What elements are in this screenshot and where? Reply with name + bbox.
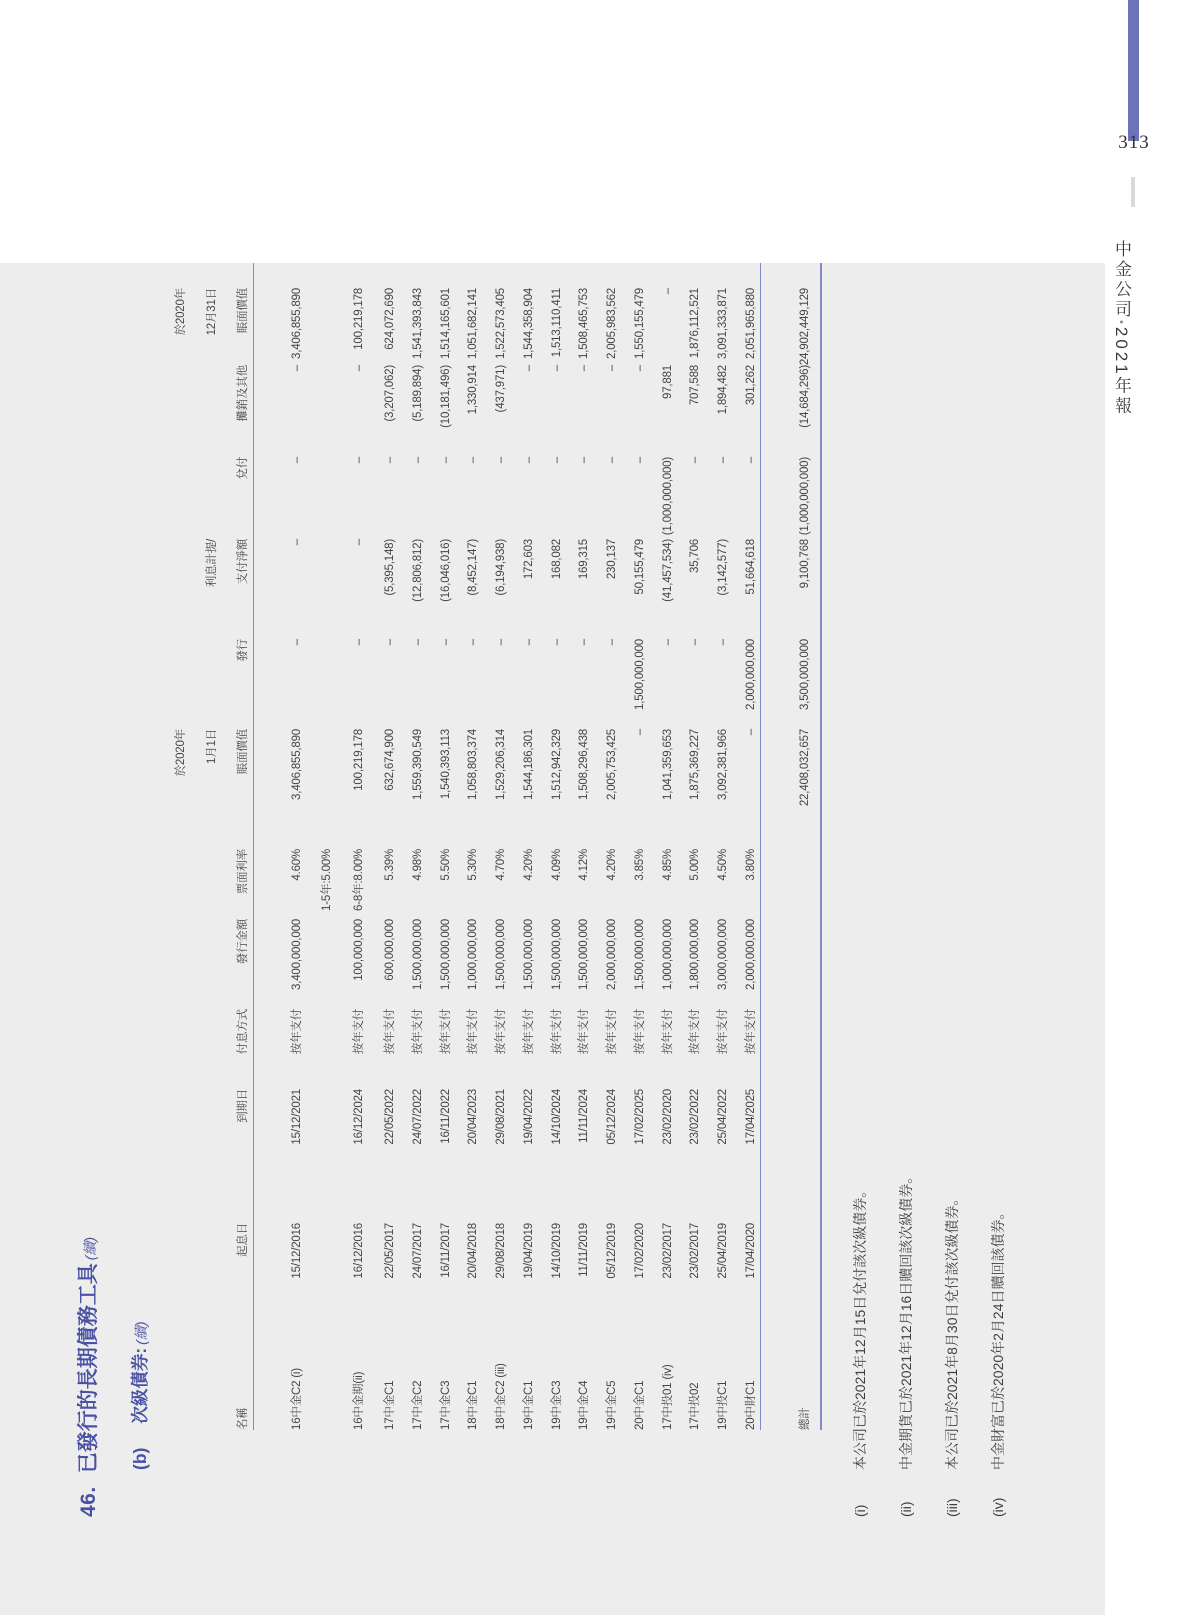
cell-payment_method: 按年支付 (717, 1009, 729, 1055)
cell-opening_value: 1,544,186,301 (523, 729, 535, 800)
cell-issued: – (467, 639, 479, 646)
cell-issue_amount: 100,000,000 (353, 919, 365, 981)
cell-amortization: – (523, 365, 535, 372)
cell-interest: (3,142,577) (717, 539, 729, 596)
cell-start_date: 16/11/2017 (440, 1223, 452, 1278)
row-name: 20中金C1 (634, 1380, 646, 1430)
footnote-label: (iii) (944, 1498, 960, 1517)
cell-redemption: – (384, 457, 396, 464)
cell-closing_value: 3,406,855,890 (291, 288, 303, 359)
cell-payment_method: 按年支付 (495, 1009, 507, 1055)
cell-start_date: 19/04/2019 (523, 1223, 535, 1279)
row-name: 20中財C1 (745, 1380, 757, 1430)
cell-opening_value: 1,875,369,227 (689, 729, 701, 800)
cell-interest: (6,194,938) (495, 539, 507, 596)
cell-maturity_date: 23/02/2020 (662, 1089, 674, 1145)
cell-amortization: – (606, 365, 618, 372)
row-name: 16中金C2 (i) (291, 1368, 303, 1430)
cell-opening_value: 1,529,206,314 (495, 729, 507, 800)
cell-redemption: – (745, 457, 757, 464)
accent-bar (1128, 0, 1139, 141)
cell-amortization: – (634, 365, 646, 372)
footnote-text: 中金財富已於2020年2月24日贖回該債券。 (990, 1205, 1006, 1470)
cell-opening_value: 1,540,393,113 (440, 729, 452, 800)
row-name: 17中金C1 (384, 1380, 396, 1430)
cell-issue_amount: 1,500,000,000 (440, 919, 452, 990)
cell-interest: (8,452,147) (467, 539, 479, 596)
cell-payment_method: 按年支付 (606, 1009, 618, 1055)
cell-issued: – (495, 639, 507, 646)
cell-opening_value: 1,041,359,653 (662, 729, 674, 800)
cell-payment_method: 按年支付 (578, 1009, 590, 1055)
cell-interest: 51,664,618 (745, 539, 757, 595)
cell-coupon_rate: 3.80% (745, 849, 757, 881)
cell-redemption: – (291, 457, 303, 464)
cell-closing_value: – (662, 288, 674, 295)
cell-coupon_rate: 4.98% (412, 849, 424, 881)
cell-issue_amount: 1,000,000,000 (467, 919, 479, 990)
column-header-closing_value: 賬面價值 (237, 288, 249, 334)
cell-issued: – (353, 639, 365, 646)
total-closing_value: 24,902,449,129 (799, 288, 811, 366)
cell-redemption: (1,000,000,000) (662, 457, 674, 536)
cell-closing_value: 1,541,393,843 (412, 288, 424, 359)
cell-maturity_date: 24/07/2022 (412, 1089, 424, 1145)
cell-payment_method: 按年支付 (467, 1009, 479, 1055)
cell-amortization: 97,881 (662, 365, 674, 399)
footnote (988, 957, 1034, 1517)
row-name: 19中金C1 (523, 1380, 535, 1430)
cell-interest: 168,082 (551, 539, 563, 580)
cell-coupon_rate: 4.12% (578, 849, 590, 881)
page-number: 313 (1118, 132, 1150, 153)
cell-coupon_rate: 4.50% (717, 849, 729, 881)
company-name: 中金公司 (1112, 240, 1131, 320)
page-number-rule (1131, 177, 1135, 207)
cell-redemption: – (523, 457, 535, 464)
cell-interest: – (353, 539, 365, 546)
cell-interest: (12,806,812) (412, 539, 424, 602)
total-interest: 9,100,768 (799, 539, 811, 589)
cell-payment_method: 按年支付 (412, 1009, 424, 1055)
cell-payment_method: 按年支付 (745, 1009, 757, 1055)
cell-amortization: 1,894,482 (717, 365, 729, 415)
cell-issue_amount: 600,000,000 (384, 919, 396, 981)
total-name: 總計 (799, 1407, 811, 1430)
cell-closing_value: 2,051,965,880 (745, 288, 757, 359)
row-name: 17中投01 (iv) (662, 1364, 674, 1430)
cell-maturity_date: 16/11/2022 (440, 1089, 452, 1144)
cell-payment_method: 按年支付 (689, 1009, 701, 1055)
row-name: 18中金C2 (iii) (495, 1363, 507, 1430)
cell-opening_value: 1,508,296,438 (578, 729, 590, 800)
cell-coupon_rate: 5.39% (384, 849, 396, 881)
column-header-amortization: 攤銷及其他 (237, 365, 249, 422)
cell-amortization: – (291, 365, 303, 372)
cell-maturity_date: 20/04/2023 (467, 1089, 479, 1145)
row-name: 18中金C1 (467, 1380, 479, 1430)
cell-payment_method: 按年支付 (384, 1009, 396, 1055)
column-header-name: 名稱 (237, 1407, 249, 1430)
cell-maturity_date: 29/08/2021 (495, 1089, 507, 1145)
footnotes (850, 957, 1034, 1517)
column-header-interest: 利息計提/ (206, 539, 218, 588)
column-header-closing_value: 12月31日 (206, 288, 218, 336)
cell-start_date: 23/02/2017 (662, 1223, 674, 1279)
cell-issued: – (523, 639, 535, 646)
cell-amortization: 1,330,914 (467, 365, 479, 415)
row-name: 17中金C2 (412, 1380, 424, 1430)
cell-amortization: – (353, 365, 365, 372)
cell-closing_value: 1,513,110,411 (551, 288, 563, 358)
cell-issued: – (412, 639, 424, 646)
cell-coupon_rate: 4.85% (662, 849, 674, 881)
column-header-interest: 支付淨額 (237, 539, 249, 585)
cell-start_date: 11/11/2019 (578, 1223, 590, 1277)
cell-issue_amount: 1,500,000,000 (551, 919, 563, 990)
cell-closing_value: 1,544,358,904 (523, 288, 535, 359)
cell-start_date: 22/05/2017 (384, 1223, 396, 1279)
cell-coupon_rate: 4.20% (523, 849, 535, 881)
cell-issued: – (578, 639, 590, 646)
cell-start_date: 17/02/2020 (634, 1223, 646, 1279)
cell-issued: – (662, 639, 674, 646)
total-issued: 3,500,000,000 (799, 639, 811, 710)
row-name: 17中投02 (689, 1382, 701, 1430)
total-redemption: (1,000,000,000) (799, 457, 811, 536)
cell-payment_method: 按年支付 (291, 1009, 303, 1055)
cell-coupon-rate-extra: 1-5年:5.00% (321, 849, 333, 911)
cell-payment_method: 按年支付 (662, 1009, 674, 1055)
column-header-maturity_date: 到期日 (237, 1089, 249, 1123)
section-title-text: 已發行的長期債務工具 (77, 1263, 100, 1474)
cell-issue_amount: 3,400,000,000 (291, 919, 303, 990)
cell-issue_amount: 1,800,000,000 (689, 919, 701, 990)
cell-coupon_rate: 3.85% (634, 849, 646, 881)
footnote-text: 本公司已於2021年8月30日兌付該次級債券。 (944, 1191, 960, 1470)
cell-amortization: (3,207,062) (384, 365, 396, 422)
cell-coupon_rate: 4.20% (606, 849, 618, 881)
cell-amortization: 301,262 (745, 365, 757, 406)
column-header-start_date: 起息日 (237, 1223, 249, 1257)
cell-issued: – (606, 639, 618, 646)
column-header-closing_value: 於2020年 (175, 288, 187, 336)
cell-coupon_rate: 5.50% (440, 849, 452, 881)
subsection-continued: (續) (133, 1321, 149, 1345)
cell-closing_value: 1,550,155,479 (634, 288, 646, 359)
cell-issue_amount: 2,000,000,000 (606, 919, 618, 990)
cell-redemption: – (578, 457, 590, 464)
cell-interest: 169,315 (578, 539, 590, 580)
cell-interest: (5,395,148) (384, 539, 396, 596)
cell-issue_amount: 1,500,000,000 (634, 919, 646, 990)
cell-maturity_date: 25/04/2022 (717, 1089, 729, 1145)
total-amortization: (14,684,296) (799, 365, 811, 428)
cell-issue_amount: 1,500,000,000 (495, 919, 507, 990)
row-name: 16中金期(ii) (353, 1371, 365, 1430)
row-name: 19中金C4 (578, 1380, 590, 1430)
footnote (896, 957, 942, 1517)
cell-coupon_rate: 4.70% (495, 849, 507, 881)
cell-issued: – (291, 639, 303, 646)
cell-issued: – (440, 639, 452, 646)
cell-interest: (41,457,534) (662, 539, 674, 602)
column-header-opening_value: 1月1日 (206, 729, 218, 764)
row-name: 19中金C5 (606, 1380, 618, 1430)
cell-payment_method: 按年支付 (440, 1009, 452, 1055)
cell-closing_value: 624,072,690 (384, 288, 396, 350)
cell-interest: 172,603 (523, 539, 535, 580)
cell-start_date: 23/02/2017 (689, 1223, 701, 1279)
subsection-label: (b) (130, 1447, 150, 1470)
cell-payment_method: 按年支付 (551, 1009, 563, 1055)
cell-issued: – (551, 639, 563, 646)
footnote (850, 957, 896, 1517)
footnote-label: (ii) (898, 1501, 914, 1517)
cell-amortization: (437,971) (495, 365, 507, 413)
cell-opening_value: 1,512,942,329 (551, 729, 563, 800)
cell-interest: 230,137 (606, 539, 618, 580)
cell-maturity_date: 16/12/2024 (353, 1089, 365, 1145)
cell-opening_value: 1,559,390,549 (412, 729, 424, 800)
cell-maturity_date: 17/04/2025 (745, 1089, 757, 1145)
column-header-opening_value: 賬面價值 (237, 729, 249, 775)
cell-start_date: 17/04/2020 (745, 1223, 757, 1279)
report-margin-title (1109, 240, 1134, 540)
cell-coupon_rate: 5.30% (467, 849, 479, 881)
footnote (942, 957, 988, 1517)
cell-maturity_date: 05/12/2024 (606, 1089, 618, 1145)
cell-closing_value: 1,514,165,601 (440, 288, 452, 359)
cell-opening_value: 2,005,753,425 (606, 729, 618, 800)
cell-amortization: (10,181,496) (440, 365, 452, 428)
column-header-opening_value: 於2020年 (175, 729, 187, 777)
cell-coupon_rate: 6-8年:8.00% (353, 849, 365, 911)
cell-redemption: – (606, 457, 618, 464)
row-name: 19中金C3 (551, 1380, 563, 1430)
cell-issued: 1,500,000,000 (634, 639, 646, 710)
table-rule (820, 263, 822, 1430)
cell-issue_amount: 1,500,000,000 (412, 919, 424, 990)
cell-coupon_rate: 5.00% (689, 849, 701, 881)
cell-redemption: – (440, 457, 452, 464)
report-year: 2021年報 (1112, 326, 1131, 417)
cell-issue_amount: 3,000,000,000 (717, 919, 729, 990)
cell-closing_value: 2,005,983,562 (606, 288, 618, 359)
cell-issued: – (717, 639, 729, 646)
cell-issue_amount: 1,000,000,000 (662, 919, 674, 990)
section-number: 46. (77, 1486, 100, 1517)
subsection-text: 次級債券: (130, 1347, 150, 1424)
cell-maturity_date: 19/04/2022 (523, 1089, 535, 1145)
cell-opening_value: 3,092,381,966 (717, 729, 729, 800)
column-header-coupon_rate: 票面利率 (237, 849, 249, 895)
cell-maturity_date: 14/10/2024 (551, 1089, 563, 1145)
cell-issued: – (384, 639, 396, 646)
cell-opening_value: 3,406,855,890 (291, 729, 303, 800)
cell-maturity_date: 11/11/2024 (578, 1089, 590, 1143)
cell-start_date: 15/12/2016 (291, 1223, 303, 1279)
cell-payment_method: 按年支付 (523, 1009, 535, 1055)
cell-closing_value: 1,051,682,141 (467, 288, 479, 359)
cell-amortization: – (551, 365, 563, 372)
cell-opening_value: – (745, 729, 757, 736)
cell-coupon_rate: 4.09% (551, 849, 563, 881)
cell-redemption: – (353, 457, 365, 464)
cell-maturity_date: 22/05/2022 (384, 1089, 396, 1145)
cell-start_date: 05/12/2019 (606, 1223, 618, 1279)
column-header-issue_amount: 發行金額 (237, 919, 249, 965)
section-title-continued: (續) (82, 1236, 98, 1261)
footnote-label: (iv) (990, 1497, 1006, 1517)
column-header-payment_method: 付息方式 (237, 1009, 249, 1055)
cell-redemption: – (717, 457, 729, 464)
cell-payment_method: 按年支付 (353, 1009, 365, 1055)
cell-start_date: 29/08/2018 (495, 1223, 507, 1279)
cell-issue_amount: 2,000,000,000 (745, 919, 757, 990)
footnote-text: 本公司已於2021年12月15日兌付該次級債券。 (852, 1183, 868, 1470)
table-rule (760, 263, 761, 1430)
total-opening_value: 22,408,032,657 (799, 729, 811, 807)
cell-interest: (16,046,016) (440, 539, 452, 602)
cell-redemption: – (689, 457, 701, 464)
cell-closing_value: 1,508,465,753 (578, 288, 590, 359)
cell-redemption: – (634, 457, 646, 464)
cell-maturity_date: 17/02/2025 (634, 1089, 646, 1145)
cell-amortization: – (578, 365, 590, 372)
cell-start_date: 16/12/2016 (353, 1223, 365, 1279)
cell-issue_amount: 1,500,000,000 (578, 919, 590, 990)
cell-issue_amount: 1,500,000,000 (523, 919, 535, 990)
row-name: 19中投C1 (717, 1380, 729, 1430)
cell-closing_value: 1,876,112,521 (689, 288, 701, 359)
cell-closing_value: 3,091,333,871 (717, 288, 729, 359)
cell-maturity_date: 23/02/2022 (689, 1089, 701, 1145)
cell-amortization: 707,588 (689, 365, 701, 406)
cell-amortization: (5,189,894) (412, 365, 424, 422)
cell-start_date: 20/04/2018 (467, 1223, 479, 1279)
cell-start_date: 25/04/2019 (717, 1223, 729, 1279)
cell-redemption: – (412, 457, 424, 464)
cell-start_date: 14/10/2019 (551, 1223, 563, 1279)
cell-issued: 2,000,000,000 (745, 639, 757, 710)
cell-start_date: 24/07/2017 (412, 1223, 424, 1279)
footnote-text: 中金期貨已於2021年12月16日贖回該次級債券。 (898, 1169, 914, 1470)
cell-closing_value: 100,219,178 (353, 288, 365, 350)
cell-maturity_date: 15/12/2021 (291, 1089, 303, 1145)
column-header-redemption: 兌付 (237, 457, 249, 480)
cell-redemption: – (467, 457, 479, 464)
cell-opening_value: 100,219,178 (353, 729, 365, 791)
cell-coupon_rate: 4.60% (291, 849, 303, 881)
cell-issued: – (689, 639, 701, 646)
cell-opening_value: 632,674,900 (384, 729, 396, 791)
cell-interest: – (291, 539, 303, 546)
footnote-label: (i) (852, 1504, 868, 1517)
cell-redemption: – (551, 457, 563, 464)
cell-closing_value: 1,522,573,405 (495, 288, 507, 359)
cell-opening_value: – (634, 729, 646, 736)
cell-redemption: – (495, 457, 507, 464)
column-header-issued: 發行 (237, 639, 249, 662)
cell-interest: 50,155,479 (634, 539, 646, 595)
bullet-separator: • (1115, 320, 1127, 327)
table-rule (253, 263, 254, 1430)
row-name: 17中金C3 (440, 1380, 452, 1430)
cell-interest: 35,706 (689, 539, 701, 573)
cell-opening_value: 1,058,803,374 (467, 729, 479, 800)
cell-payment_method: 按年支付 (634, 1009, 646, 1055)
